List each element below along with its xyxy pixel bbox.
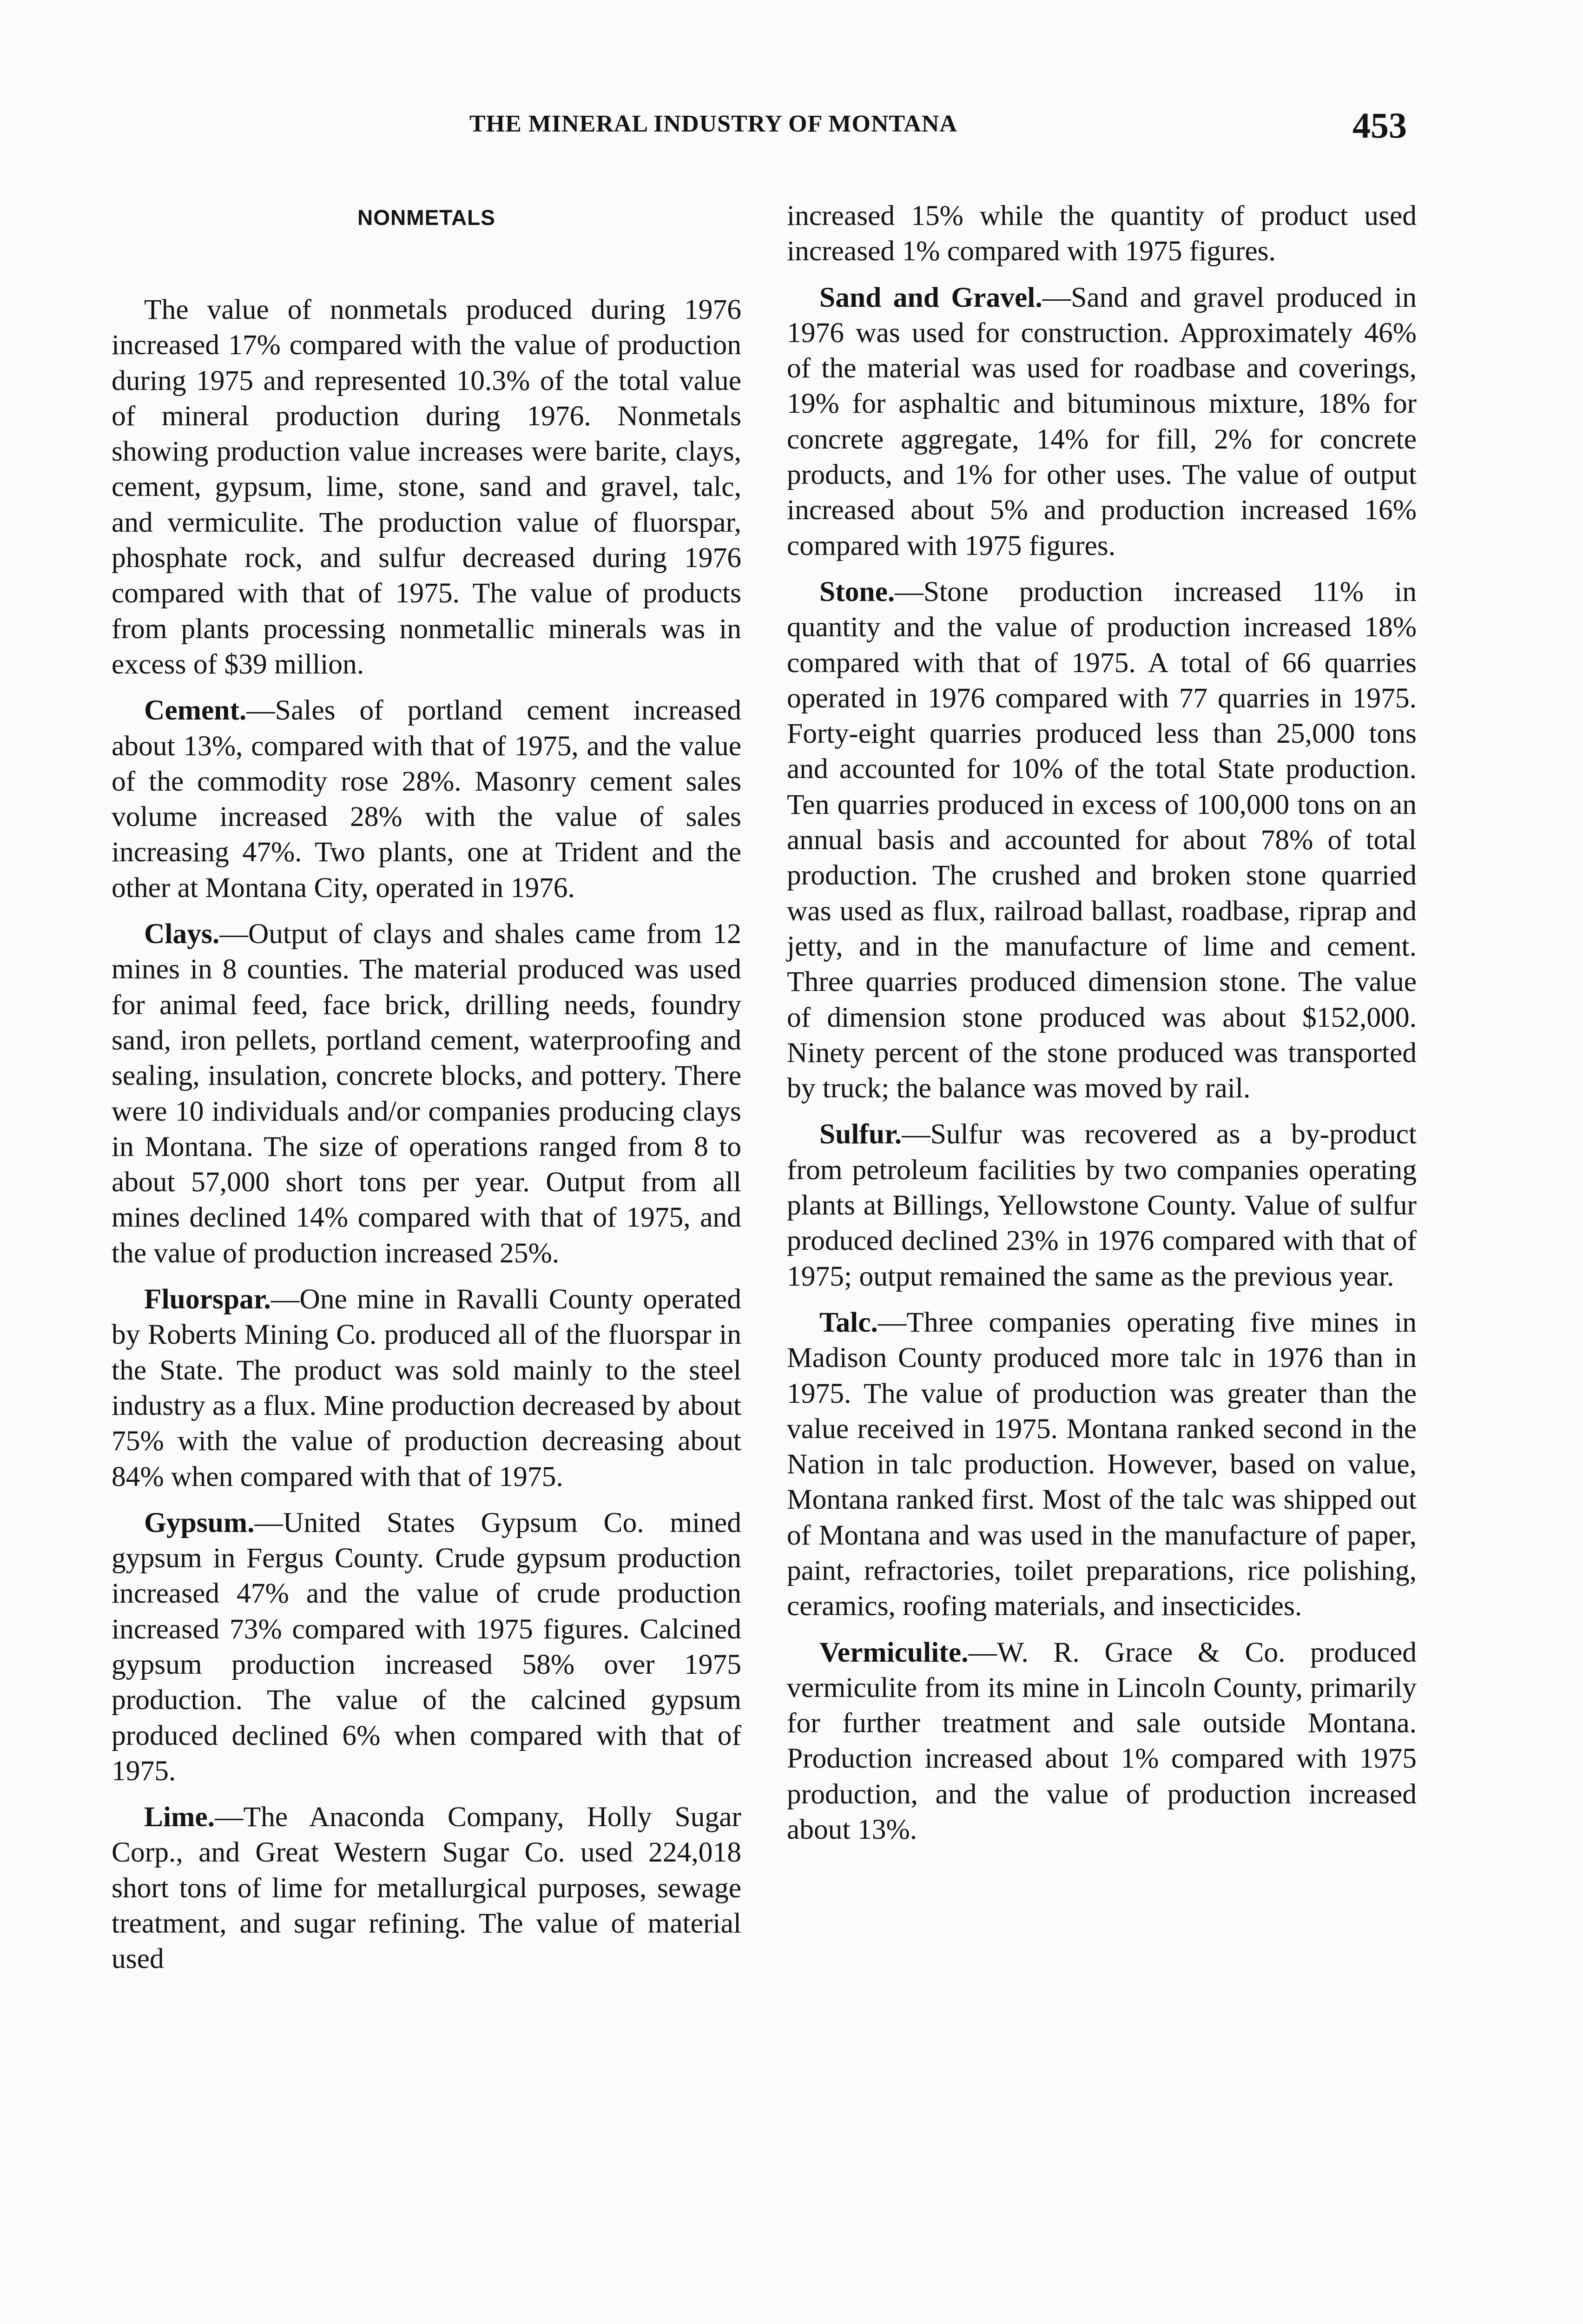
section-heading-nonmetals: NONMETALS xyxy=(357,205,495,230)
sulfur-paragraph xyxy=(787,1116,1417,1294)
fluorspar-paragraph xyxy=(112,1281,741,1494)
lime-text: —The Anaconda Company, Holly Sugar Corp., and Great Western Sugar Co. used 224,018 short tons of lime for metallurgical purposes, sewage treatment, and sugar refining. The value of material used xyxy=(112,1801,741,1975)
stone-heading: Stone. xyxy=(819,575,895,607)
gypsum-paragraph xyxy=(112,1505,741,1789)
cement-heading: Cement. xyxy=(144,694,247,726)
sand-gravel-paragraph xyxy=(787,280,1417,563)
running-title: THE MINERAL INDUSTRY OF MONTANA xyxy=(469,111,957,137)
stone-paragraph xyxy=(787,574,1417,1106)
talc-paragraph xyxy=(787,1305,1417,1624)
lime-continued-paragraph: increased 15% while the quantity of product used increased 1% compared with 1975 figures. xyxy=(787,200,1417,267)
vermiculite-text: —W. R. Grace & Co. produced vermiculite from its mine in Lincoln County, primarily for further treatment and sale outside Montana. Production increased about 1% compared with 1975 production, and the value of production increased about 13%. xyxy=(787,1636,1417,1846)
cement-paragraph xyxy=(112,693,741,905)
gypsum-heading: Gypsum. xyxy=(144,1506,255,1538)
lime-heading: Lime. xyxy=(144,1801,215,1833)
vermiculite-paragraph xyxy=(787,1635,1417,1848)
cement-text: —Sales of portland cement increased about 13%, compared with that of 1975, and the value of the commodity rose 28%. Masonry cement sales volume increased 28% with the value of sales increasing 47%. Two plants, one at Trident and the other at Montana City, operated in 1976. xyxy=(112,694,741,904)
intro-paragraph: The value of nonmetals produced during 1976 increased 17% compared with the value of production during 1975 and represented 10.3% of the total value of mineral production during 1976. Nonmetals showing production value increases were barite, clays, cement, gypsum, lime, stone, sand and gravel, talc, and vermiculite. The production value of fluorspar, phosphate rock, and sulfur decreased during 1976 compared with that of 1975. The value of products from plants processing nonmetallic minerals was in excess of $39 million. xyxy=(112,294,741,680)
talc-text: —Three companies operating five mines in Madison County produced more talc in 1976 than in 1975. The value of production was greater than the value received in 1975. Montana ranked second in the Nation in talc production. However, based on value, Montana ranked first. Most of the talc was shipped out of Montana and was used in the manufacture of paper, paint, refractories, toilet preparations, rice polishing, ceramics, roofing materials, and insecticides. xyxy=(787,1306,1417,1622)
clays-paragraph xyxy=(112,916,741,1271)
sulfur-heading: Sulfur. xyxy=(819,1118,902,1150)
clays-text: —Output of clays and shales came from 12 mines in 8 counties. The material produced was used for animal feed, face brick, drilling needs, foundry sand, iron pellets, portland cement, waterproofing and sealing, insulation, concrete blocks, and pottery. There were 10 individuals and/or companies producing clays in Montana. The size of operations ranged from 8 to about 57,000 short tons per year. Output from all mines declined 14% compared with that of 1975, and the value of production increased 25%. xyxy=(112,918,741,1269)
clays-heading: Clays. xyxy=(144,918,220,950)
right-column xyxy=(787,198,1417,1858)
left-column xyxy=(112,200,741,1987)
stone-text: —Stone production increased 11% in quantity and the value of production increased 18% compared with that of 1975. A total of 66 quarries operated in 1976 compared with 77 quarries in 1975. Forty-eight quarries produced less than 25,000 tons and accounted for 10% of the total State production. Ten quarries produced in excess of 100,000 tons on an annual basis and accounted for about 78% of total production. The crushed and broken stone quarried was used as flux, railroad ballast, roadbase, riprap and jetty, and in the manufacture of lime and cement. Three quarries produced dimension stone. The value of dimension stone produced was about $152,000. Ninety percent of the stone produced was transported by truck; the balance was moved by rail. xyxy=(787,575,1417,1104)
fluorspar-text: —One mine in Ravalli County operated by Roberts Mining Co. produced all of the fluorspar in the State. The product was sold mainly to the steel industry as a flux. Mine production decreased by about 75% with the value of production decreasing about 84% when compared with that of 1975. xyxy=(112,1283,741,1492)
sand-gravel-heading: Sand and Gravel. xyxy=(819,281,1042,313)
lime-paragraph xyxy=(112,1799,741,1976)
sand-gravel-text: —Sand and gravel produced in 1976 was used for construction. Approximately 46% of the material was used for roadbase and coverings, 19% for asphaltic and bituminous mixture, 18% for concrete aggregate, 14% for fill, 2% for concrete products, and 1% for other uses. The value of output increased about 5% and production increased 16% compared with 1975 figures. xyxy=(787,281,1417,561)
vermiculite-heading: Vermiculite. xyxy=(819,1636,969,1668)
page-number: 453 xyxy=(1352,105,1407,145)
page-header xyxy=(0,105,1583,160)
sulfur-text: —Sulfur was recovered as a by-product from petroleum facilities by two companies operating plants at Billings, Yellowstone County. Value of sulfur produced declined 23% in 1976 compared with that of 1975; output remained the same as the previous year. xyxy=(787,1118,1417,1292)
gypsum-text: —United States Gypsum Co. mined gypsum in Fergus County. Crude gypsum production increased 47% and the value of crude production increased 73% compared with 1975 figures. Calcined gypsum production increased 58% over 1975 production. The value of the calcined gypsum produced declined 6% when compared with that of 1975. xyxy=(112,1506,741,1787)
talc-heading: Talc. xyxy=(819,1306,878,1338)
fluorspar-heading: Fluorspar. xyxy=(144,1283,271,1315)
